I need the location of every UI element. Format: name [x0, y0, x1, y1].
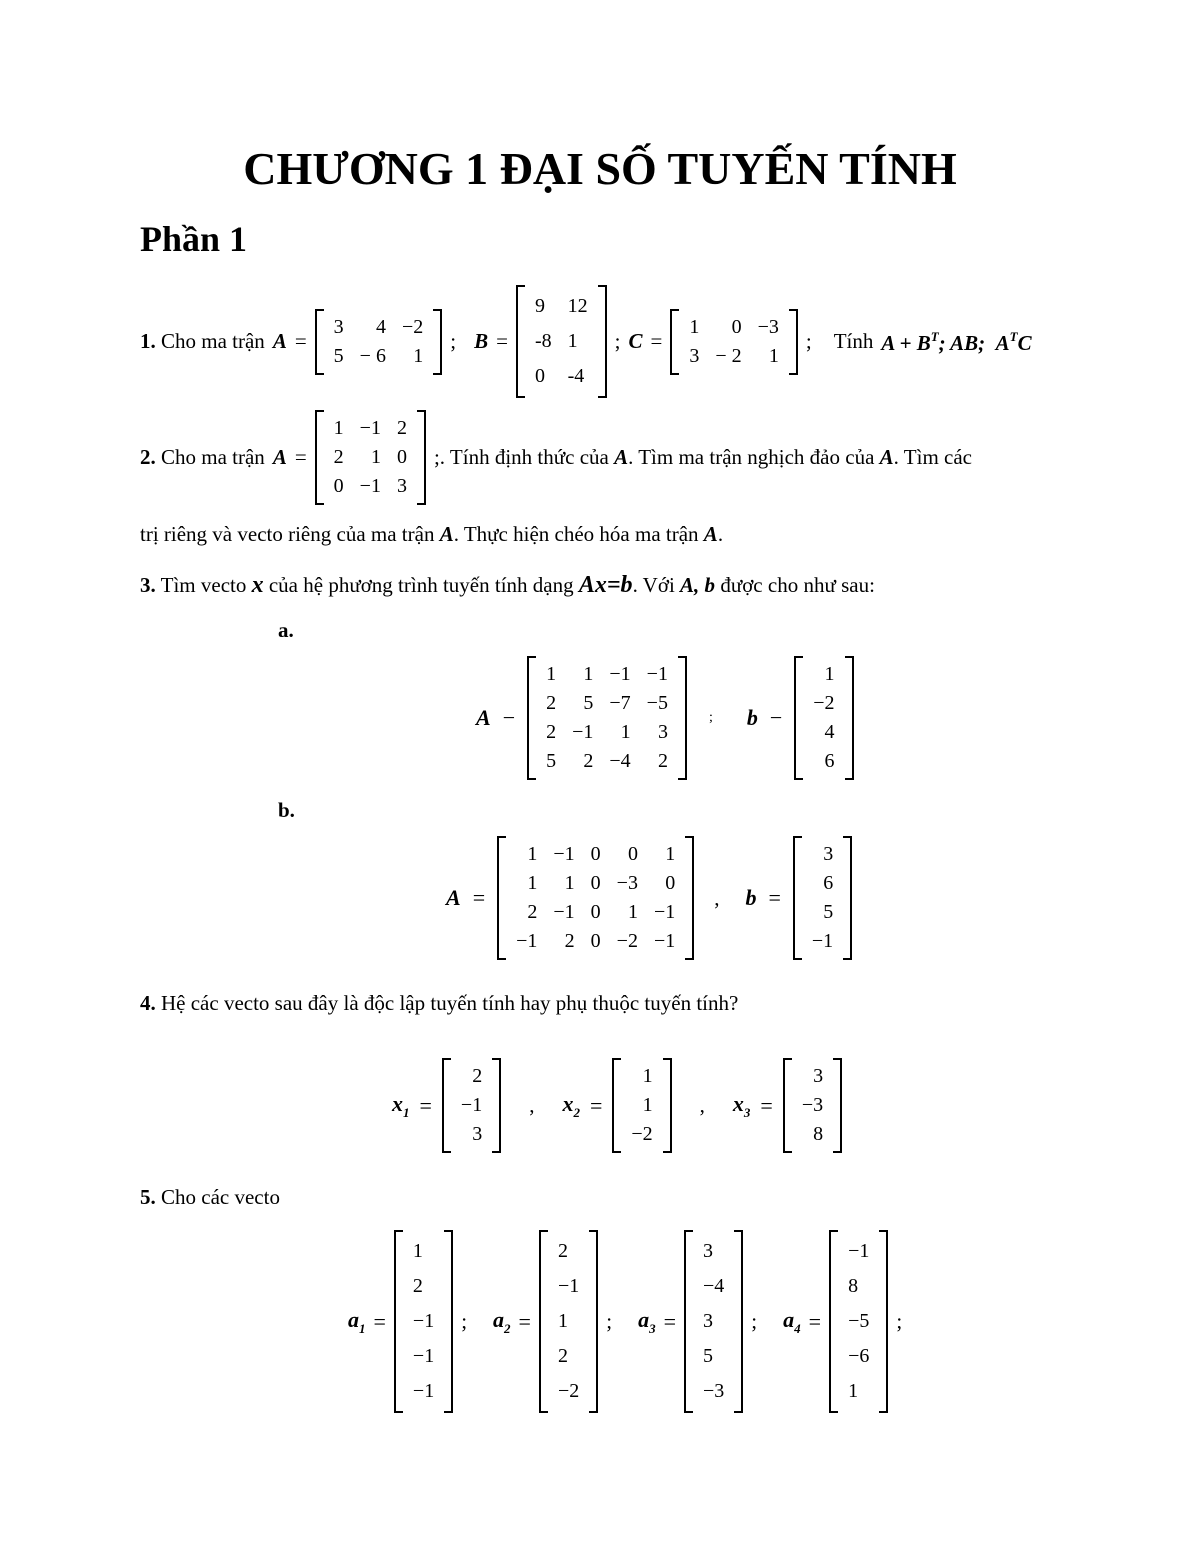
matrix-cell: − 2: [715, 344, 742, 367]
page-title: CHƯƠNG 1 ĐẠI SỐ TUYẾN TÍNH: [243, 143, 957, 194]
matrix-C: [670, 309, 798, 375]
matrix-cell: 1: [689, 315, 700, 338]
matrix-cell: 1: [333, 417, 344, 439]
semicolon: ;: [461, 1309, 468, 1333]
matrix-cell: 5: [583, 692, 594, 714]
matrix-cell: 2: [564, 930, 575, 952]
subscript: 1: [359, 1320, 366, 1336]
matrix-cell: −1: [609, 663, 631, 685]
matrix-cell: 2: [546, 721, 557, 743]
separator: ,: [714, 885, 720, 910]
A-symbol: A: [703, 522, 718, 546]
matrix-cell: 1: [527, 872, 538, 894]
a-symbol: a: [638, 1306, 650, 1332]
matrix-cell: −1: [653, 930, 676, 952]
part-b-label: b.: [278, 798, 295, 822]
matrix-cell: 5: [823, 901, 834, 923]
p3-text4: được cho như sau:: [720, 573, 875, 597]
matrix-cell: 6: [824, 750, 835, 772]
matrix-cell: 3: [396, 475, 407, 497]
matrix-cell: 1: [627, 901, 638, 923]
matrix-cell: −4: [703, 1275, 725, 1297]
p3-text3: . Với: [632, 573, 675, 597]
matrix-cell: −1: [653, 901, 676, 923]
matrix-cell: 1: [768, 344, 779, 367]
matrix-cell: − 6: [359, 344, 386, 367]
matrix-cell: 8: [848, 1275, 859, 1297]
problem-2-line2: [140, 524, 723, 545]
matrix-cell: −4: [609, 750, 631, 772]
matrix-cell: -8: [534, 330, 552, 352]
problem-number: 4.: [140, 991, 156, 1015]
matrix-cell: 1: [412, 1240, 423, 1262]
subscript: 2: [504, 1320, 511, 1336]
matrix-cell: 4: [824, 721, 835, 743]
vector-x3: [783, 1058, 842, 1153]
matrix-cell: −5: [848, 1310, 870, 1332]
matrix-cell: 12: [567, 295, 588, 317]
eq-sign: −: [769, 705, 783, 730]
expr-ab: ; AB;: [938, 330, 986, 355]
a-symbol: a: [493, 1306, 505, 1332]
matrix-cell: −2: [631, 1123, 653, 1145]
matrix-cell: 0: [396, 446, 407, 468]
matrix-cell: 2: [333, 446, 344, 468]
matrix-cell: 4: [375, 315, 386, 338]
matrix-cell: −1: [359, 417, 381, 439]
problem-2: 2. Cho ma trận A = 1 −1 2 2 1 0 0 −1 3 ;. Tính định thức của A. Tìm ma trận nghịch đảo của A. Tìm các: [140, 410, 972, 505]
x-symbol: x: [732, 1090, 744, 1116]
p2-line2a: trị riêng và vecto riêng của ma trận: [140, 522, 435, 546]
matrix-cell: 0: [627, 843, 638, 865]
eq-sign: =: [589, 1092, 603, 1118]
matrix-cell: 1: [642, 1094, 653, 1116]
subscript: 2: [573, 1104, 580, 1120]
matrix-cell: 3: [813, 1065, 824, 1087]
problem-text: Cho ma trận: [161, 445, 265, 469]
matrix-cell: 1: [642, 1065, 653, 1087]
matrix-cell: −1: [811, 930, 834, 952]
matrix-cell: 5: [546, 750, 557, 772]
a-symbol: a: [348, 1306, 359, 1332]
vector-a3: [684, 1230, 743, 1413]
vector-x2: [612, 1058, 671, 1153]
problem-number: 2.: [140, 445, 156, 469]
comma: ,: [529, 1093, 535, 1117]
transpose-sup-2: T: [1009, 328, 1018, 344]
matrix-cell: 0: [590, 872, 601, 894]
eq-sign: =: [768, 885, 781, 910]
part-a-label: a.: [278, 618, 294, 642]
matrix-cell: 1: [824, 663, 835, 685]
matrix-A: [315, 309, 443, 375]
matrix-cell: 2: [657, 750, 668, 772]
problem-number: 5.: [140, 1185, 156, 1209]
matrix-cell: 1: [546, 663, 557, 685]
matrix-cell: -4: [567, 365, 585, 387]
matrix-cell: −1: [572, 721, 594, 743]
matrix-cell: 3: [657, 721, 668, 743]
p3-text2: của hệ phương trình tuyến tính dạng: [268, 573, 574, 597]
A-symbol: A: [446, 885, 461, 910]
matrix-cell: 1: [665, 843, 676, 865]
vector-a-b: [794, 656, 853, 780]
matrix-cell: 0: [731, 315, 742, 338]
a-symbol: a: [783, 1306, 795, 1332]
equation: Ax=b: [578, 572, 633, 598]
matrix-cell: 9: [534, 295, 545, 317]
problem-text: Cho ma trận: [161, 329, 265, 353]
matrix-cell: 1: [848, 1380, 859, 1402]
part-a-system: [476, 656, 854, 780]
matrix-cell: 0: [665, 872, 676, 894]
matrix-cell: 3: [472, 1123, 483, 1145]
x-symbol: x: [392, 1090, 403, 1116]
subscript: 4: [794, 1320, 801, 1336]
eq-sign: =: [808, 1308, 822, 1334]
matrix-cell: −1: [646, 663, 668, 685]
matrix-cell: 1: [620, 721, 631, 743]
vector-x1: [442, 1058, 501, 1153]
eq-sign: −: [502, 705, 516, 730]
matrix-cell: 2: [472, 1065, 483, 1087]
part-b-system: [446, 836, 852, 960]
matrix-cell: 1: [583, 663, 594, 685]
matrix-cell: 8: [813, 1123, 824, 1145]
matrix-cell: 2: [557, 1240, 568, 1262]
p2-after2: . Tìm ma trận nghịch đảo của: [628, 445, 875, 469]
subscript: 3: [649, 1320, 656, 1336]
matrix-cell: −2: [557, 1380, 580, 1402]
eq-sign: =: [373, 1308, 386, 1334]
matrix-cell: 3: [689, 344, 700, 367]
matrix-cell: 3: [333, 315, 344, 338]
matrix-cell: 2: [546, 692, 557, 714]
matrix-cell: 3: [703, 1310, 714, 1332]
matrix-cell: −1: [553, 843, 575, 865]
problem-number: 3.: [140, 573, 156, 597]
A-symbol: A: [439, 522, 454, 546]
matrix-cell: −1: [460, 1094, 483, 1116]
p4-text: Hệ các vecto sau đây là độc lập tuyến tính hay phụ thuộc tuyến tính?: [161, 991, 739, 1015]
problem-1: 1. Cho ma trận A = 3 4 −2 5 − 6 1 ; B = 9 12 -8 1 0 -4 ; C = 1 0 −3 3 − 2 1 ; Tính $A + B^T$; AB; $A^TC$: [140, 285, 1032, 398]
A-symbol: A: [476, 705, 491, 730]
eq-sign: =: [518, 1308, 531, 1334]
comma: ,: [699, 1093, 705, 1117]
section-heading: Phần 1: [140, 219, 248, 259]
matrix-cell: 0: [590, 930, 601, 952]
matrix-cell: −2: [813, 692, 835, 714]
p2-after3: . Tìm các: [893, 445, 973, 469]
matrix-cell: 5: [703, 1345, 714, 1367]
matrix-cell: 0: [534, 365, 545, 387]
tinh-label: Tính: [833, 329, 874, 353]
semicolon: ;: [896, 1309, 903, 1333]
matrix-cell: 6: [823, 872, 834, 894]
matrix-cell: 1: [567, 330, 578, 352]
A-symbol: A: [879, 445, 894, 469]
period: .: [717, 522, 724, 546]
transpose-sup: T: [930, 328, 939, 344]
matrix-cell: −1: [359, 475, 381, 497]
matrix-cell: −2: [616, 930, 638, 952]
subscript: 1: [403, 1104, 410, 1120]
matrix-cell: −6: [848, 1345, 870, 1367]
matrix-cell: −1: [516, 930, 538, 952]
matrix-cell: −1: [553, 901, 575, 923]
expr-atc: A: [995, 330, 1010, 355]
matrix-cell: 0: [333, 475, 344, 497]
matrix-cell: −1: [557, 1275, 580, 1297]
b-symbol: b: [745, 885, 757, 910]
eq-sign: =: [472, 885, 486, 910]
x-symbol: x: [251, 572, 264, 598]
vector-a1: [394, 1230, 453, 1413]
vector-a4: [829, 1230, 888, 1413]
matrix-a-A: [527, 656, 687, 780]
expr-sum: A + B: [881, 330, 931, 355]
x-symbol: x: [562, 1090, 574, 1116]
vector-b-b: [793, 836, 852, 960]
matrix-cell: 2: [396, 417, 407, 439]
vector-a2: [539, 1230, 598, 1413]
vars: A, b: [680, 573, 716, 597]
matrix-cell: 2: [412, 1275, 423, 1297]
matrix-cell: −1: [848, 1240, 870, 1262]
matrix-b-A: [497, 836, 694, 960]
problem-5-vectors: [348, 1230, 902, 1413]
matrix-cell: −1: [412, 1380, 435, 1402]
b-symbol: b: [746, 705, 758, 730]
matrix-cell: 2: [583, 750, 594, 772]
semicolon: ;: [751, 1309, 758, 1333]
matrix-cell: 0: [590, 901, 601, 923]
matrix-cell: −3: [757, 315, 779, 338]
matrix-cell: 3: [823, 843, 834, 865]
semicolon: ;: [606, 1309, 613, 1333]
eq-sign: =: [760, 1092, 773, 1118]
matrix-cell: −5: [646, 692, 668, 714]
p5-text: Cho các vecto: [161, 1185, 280, 1209]
p2-line2b: . Thực hiện chéo hóa ma trận: [453, 522, 699, 546]
matrix-cell: 1: [370, 446, 381, 468]
problem-4-vectors: [392, 1058, 842, 1153]
matrix-A2: [315, 410, 426, 505]
separator: ;: [708, 710, 713, 725]
p3-text1: Tìm vecto: [160, 573, 247, 597]
A-symbol: A: [614, 445, 629, 469]
subscript: 3: [743, 1104, 751, 1120]
problem-5: [140, 1187, 280, 1208]
matrix-cell: 2: [557, 1345, 568, 1367]
matrix-cell: 1: [564, 872, 575, 894]
expr-c: C: [1017, 330, 1032, 355]
matrix-cell: −7: [609, 692, 631, 714]
matrix-cell: 1: [557, 1310, 568, 1332]
matrix-cell: 2: [527, 901, 538, 923]
matrix-cell: 0: [590, 843, 601, 865]
matrix-cell: −1: [412, 1345, 435, 1367]
matrix-cell: −3: [801, 1094, 824, 1116]
matrix-cell: 1: [413, 344, 424, 367]
matrix-cell: −3: [703, 1380, 725, 1402]
matrix-B: [516, 285, 607, 398]
eq-sign: =: [663, 1308, 677, 1334]
matrix-cell: −1: [412, 1310, 435, 1332]
matrix-cell: −2: [401, 315, 424, 338]
p2-after: ;. Tính định thức của: [433, 445, 609, 469]
eq-sign: =: [419, 1092, 432, 1118]
problem-4: [140, 993, 738, 1014]
matrix-cell: −3: [616, 872, 638, 894]
problem-3: [140, 573, 875, 597]
matrix-cell: 5: [333, 344, 344, 367]
matrix-cell: 1: [527, 843, 538, 865]
problem-number: 1.: [140, 329, 156, 353]
matrix-cell: 3: [703, 1240, 714, 1262]
